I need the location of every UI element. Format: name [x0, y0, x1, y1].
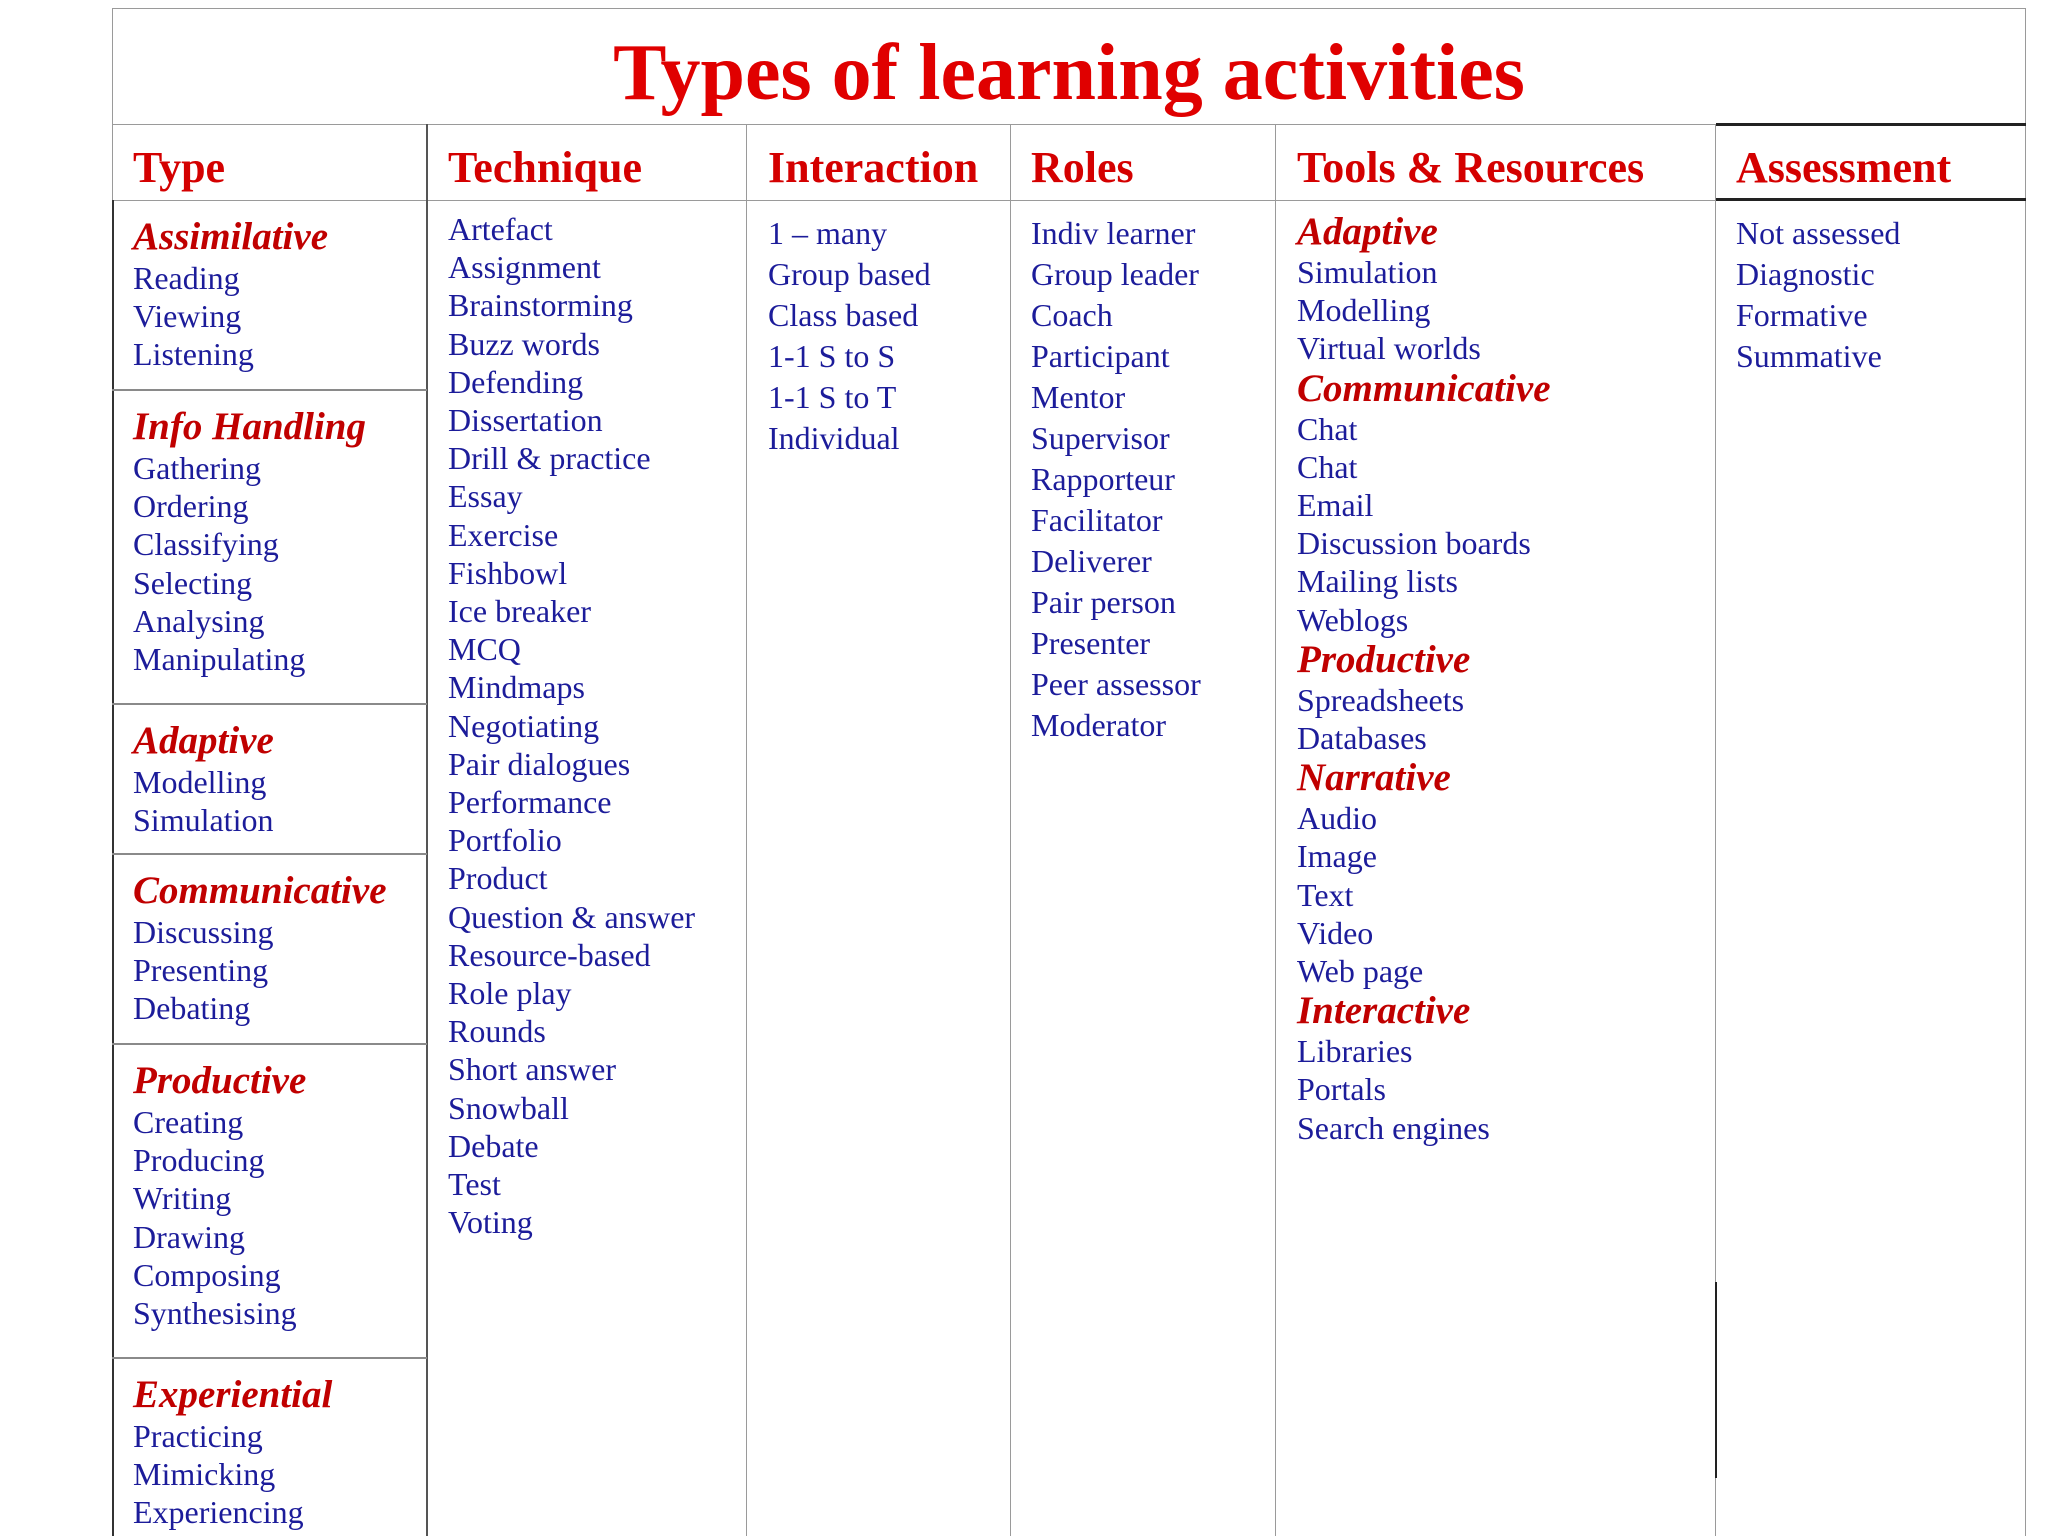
technique-item: Test [448, 1166, 501, 1203]
tools-item: Spreadsheets [1297, 681, 1465, 718]
technique-item: Assignment [448, 249, 601, 286]
technique-item: Snowball [448, 1089, 569, 1126]
type-item: Listening [133, 336, 254, 373]
type-group-experiential [133, 1372, 332, 1532]
role-item: Peer assessor [1031, 666, 1201, 702]
interaction-list [768, 213, 931, 459]
type-item: Drawing [133, 1218, 245, 1255]
type-item: Simulation [133, 802, 274, 839]
tools-category: Productive [1297, 637, 1471, 681]
header-interaction: Interaction [768, 143, 979, 192]
tools-item: Search engines [1297, 1109, 1490, 1146]
tools-item: Simulation [1297, 254, 1438, 290]
technique-item: Essay [448, 478, 523, 515]
tools-item: Email [1297, 487, 1374, 524]
type-group-communicative [133, 868, 387, 1028]
type-group-divider [112, 389, 427, 391]
technique-item: Question & answer [448, 898, 696, 935]
interaction-col-right-border [1010, 124, 1011, 1536]
role-item: Indiv learner [1031, 215, 1196, 251]
technique-col-right-border [746, 124, 747, 1536]
tools-category: Communicative [1297, 366, 1551, 410]
technique-item: Product [448, 860, 548, 897]
technique-item: Fishbowl [448, 554, 568, 591]
technique-item: Brainstorming [448, 287, 633, 324]
type-item: Gathering [133, 450, 261, 486]
technique-item: Rounds [448, 1013, 546, 1050]
role-item: Supervisor [1031, 420, 1170, 456]
technique-item: Portfolio [448, 822, 562, 859]
type-group-divider [112, 1043, 427, 1045]
header-assessment: Assessment [1736, 143, 1952, 192]
assessment-item: Formative [1736, 297, 1868, 333]
role-item: Pair person [1031, 584, 1176, 620]
interaction-item: 1 – many [768, 215, 888, 251]
type-item: Producing [133, 1142, 265, 1179]
technique-item: Negotiating [448, 707, 600, 744]
assessment-list [1736, 213, 1900, 377]
type-category: Assimilative [133, 215, 328, 258]
role-item: Mentor [1031, 379, 1126, 415]
type-item: Discussing [133, 914, 274, 950]
type-item: Mimicking [133, 1456, 276, 1493]
type-group-divider [112, 1357, 427, 1359]
technique-item: Debate [448, 1127, 539, 1164]
tools-item: Databases [1297, 720, 1427, 757]
technique-item: Pair dialogues [448, 745, 631, 782]
tools-list [1297, 211, 1551, 1147]
technique-item: Short answer [448, 1051, 616, 1088]
tools-item: Audio [1297, 800, 1377, 837]
type-item: Viewing [133, 298, 242, 335]
type-category: Adaptive [133, 719, 274, 762]
tools-item: Discussion boards [1297, 525, 1531, 562]
tools-item: Virtual worlds [1297, 330, 1481, 367]
role-item: Moderator [1031, 707, 1167, 743]
assessment-item: Summative [1736, 338, 1882, 374]
tools-item: Text [1297, 876, 1354, 913]
technique-item: Role play [448, 975, 572, 1012]
tools-item: Chat [1297, 448, 1358, 485]
tools-item: Video [1297, 914, 1374, 951]
type-item: Composing [133, 1256, 281, 1293]
roles-list [1031, 213, 1201, 746]
type-item: Ordering [133, 488, 249, 525]
technique-list [448, 210, 695, 1241]
technique-item: Defending [448, 363, 584, 400]
type-item: Practicing [133, 1418, 263, 1454]
interaction-item: Group based [768, 256, 931, 292]
tools-category: Narrative [1297, 756, 1451, 800]
type-item: Presenting [133, 952, 269, 989]
tools-item: Weblogs [1297, 601, 1409, 638]
tools-item: Image [1297, 838, 1377, 875]
technique-item: Resource-based [448, 936, 651, 973]
role-item: Participant [1031, 338, 1170, 374]
technique-item: Dissertation [448, 402, 603, 439]
tools-item: Libraries [1297, 1033, 1413, 1070]
type-item: Reading [133, 260, 240, 296]
header-type: Type [133, 143, 226, 192]
type-group-assimilative [133, 214, 328, 374]
technique-item: Exercise [448, 516, 559, 553]
header-roles: Roles [1031, 143, 1134, 192]
type-item: Analysing [133, 602, 265, 639]
interaction-item: Class based [768, 297, 919, 333]
type-col-left-border [112, 200, 114, 1536]
type-group-divider [112, 703, 427, 705]
tools-item: Web page [1297, 953, 1424, 990]
role-item: Presenter [1031, 625, 1151, 661]
tools-category: Adaptive [1297, 210, 1438, 253]
type-item: Writing [133, 1180, 232, 1217]
roles-col-right-border [1275, 124, 1276, 1536]
type-item: Manipulating [133, 641, 306, 678]
type-item: Selecting [133, 564, 253, 601]
interaction-item: 1-1 S to T [768, 379, 897, 415]
assessment-col-left-accent [1715, 1282, 1717, 1478]
type-item: Synthesising [133, 1295, 297, 1332]
type-item: Creating [133, 1104, 244, 1140]
technique-item: Artefact [448, 211, 553, 247]
assessment-item: Not assessed [1736, 215, 1901, 251]
header-technique: Technique [448, 143, 643, 192]
type-item: Debating [133, 990, 251, 1027]
type-item: Classifying [133, 526, 279, 563]
technique-item: Mindmaps [448, 669, 585, 706]
technique-item: Performance [448, 784, 612, 821]
type-group-info-handling [133, 404, 366, 678]
type-category: Productive [133, 1059, 307, 1102]
technique-item: MCQ [448, 631, 521, 668]
type-group-productive [133, 1058, 306, 1332]
technique-item: Drill & practice [448, 440, 651, 477]
tools-item: Portals [1297, 1071, 1386, 1108]
role-item: Rapporteur [1031, 461, 1175, 497]
header-tools: Tools & Resources [1297, 143, 1645, 192]
tools-item: Modelling [1297, 292, 1431, 329]
type-col-right-border [426, 124, 428, 1536]
tools-category: Interactive [1297, 989, 1471, 1033]
technique-item: Buzz words [448, 325, 600, 362]
type-category: Communicative [133, 869, 387, 912]
interaction-item: Individual [768, 420, 900, 456]
type-group-divider [112, 853, 427, 855]
role-item: Facilitator [1031, 502, 1163, 538]
page-title: Types of learning activities [613, 29, 1525, 117]
role-item: Deliverer [1031, 543, 1152, 579]
assessment-item: Diagnostic [1736, 256, 1875, 292]
type-item: Experiencing [133, 1494, 304, 1531]
role-item: Coach [1031, 297, 1113, 333]
technique-item: Ice breaker [448, 593, 591, 630]
type-category: Experiential [133, 1373, 333, 1416]
tools-item: Chat [1297, 410, 1358, 447]
type-category: Info Handling [133, 405, 366, 448]
interaction-item: 1-1 S to S [768, 338, 896, 374]
tools-item: Mailing lists [1297, 563, 1458, 600]
role-item: Group leader [1031, 256, 1199, 292]
assessment-header-top [1716, 123, 2026, 126]
type-group-adaptive [133, 718, 274, 839]
title-divider [112, 124, 1716, 125]
technique-item: Voting [448, 1204, 533, 1241]
type-item: Modelling [133, 764, 267, 800]
assessment-header-bottom [1716, 198, 2026, 201]
